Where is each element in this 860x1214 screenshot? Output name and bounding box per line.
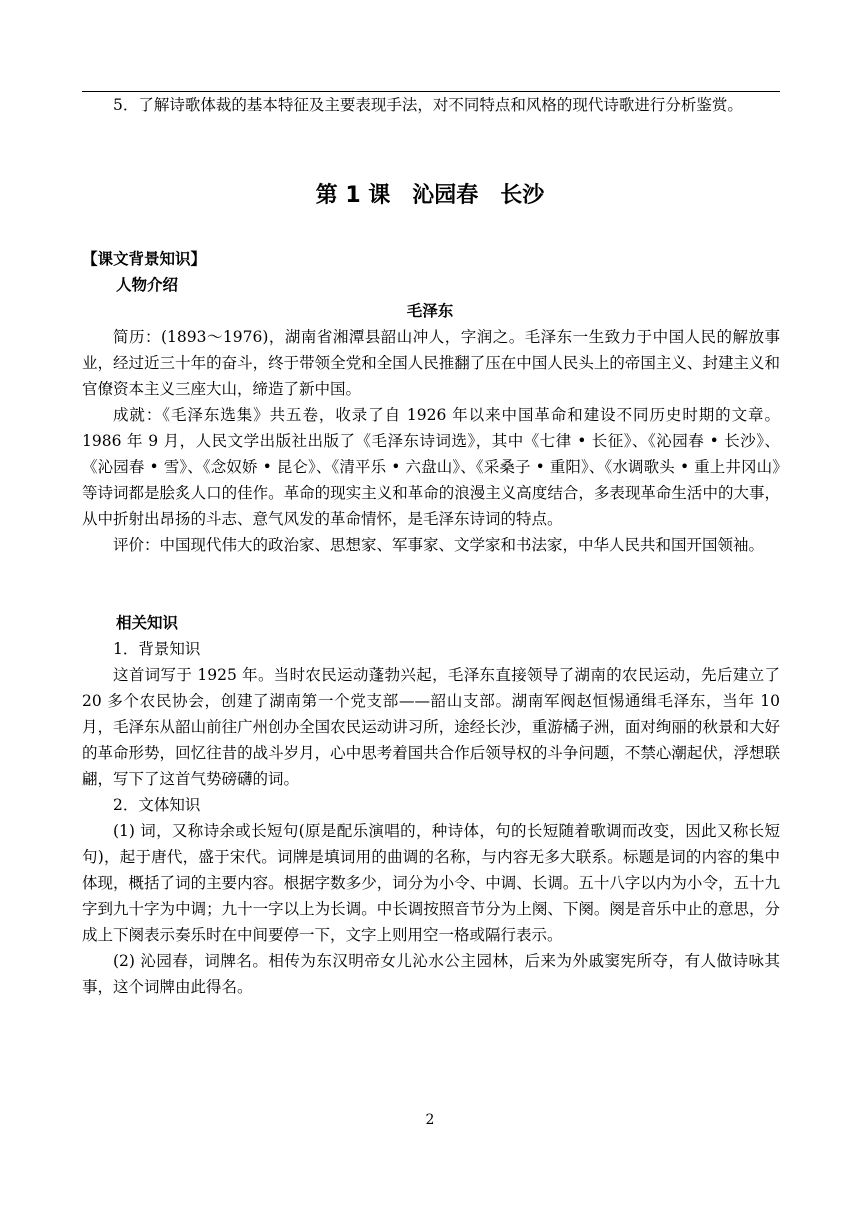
background-paragraph: 这首词写于 1925 年。当时农民运动蓬勃兴起，毛泽东直接领导了湖南的农民运动，先后建立了 20 多个农民协会，创建了湖南第一个党支部——韶山支部。湖南军阀赵恒惕通缉毛泽东，当年 10 月，毛泽东从韶山前往广州创办全国农民运动讲习所，途经长沙，重游橘子洲，面对绚丽的秋景和大好的革命形势，回忆往昔的战斗岁月，心中思考着国共合作后领导权的斗争问题，不禁心潮起伏，浮想联翩，写下了这首气势磅礴的词。	[82, 666, 780, 788]
background-heading: 1．背景知识	[113, 640, 201, 658]
person-intro-heading: 人物介绍	[116, 276, 179, 294]
related-knowledge-body	[82, 636, 780, 1000]
page-number: 2	[425, 1112, 435, 1128]
person-intro-body	[82, 324, 780, 558]
genre-heading: 2．文体知识	[113, 796, 201, 814]
achievement-paragraph: 成就：《毛泽东选集》共五卷，收录了自 1926 年以来中国革命和建设不同历史时期的文章。1986 年 9 月，人民文学出版社出版了《毛泽东诗词选》，其中《七律 • 长征》、《沁园春 • 长沙》、《沁园春 • 雪》、《念奴娇 • 昆仑》、《清平乐 • 六盘山》、《采桑子 • 重阳》、《水调歌头 • 重上井冈山》等诗词都是脍炙人口的佳作。革命的现实主义和革命的浪漫主义高度结合，多表现革命生活中的大事，从中折射出昂扬的斗志、意气风发的革命情怀，是毛泽东诗词的特点。	[82, 406, 780, 528]
person-name: 毛泽东	[406, 302, 454, 320]
objective-text: 5．了解诗歌体裁的基本特征及主要表现手法，对不同特点和风格的现代诗歌进行分析鉴赏。	[113, 96, 743, 114]
genre-item-1: (1) 词，又称诗余或长短句(原是配乐演唱的，种诗体，句的长短随着歌调而改变，因此又称长短句)，起于唐代，盛于宋代。词牌是填词用的曲调的名称，与内容无多大联系。标题是词的内容的集中体现，概括了词的主要内容。根据字数多少，词分为小令、中调、长调。五十八字以内为小令，五十九字到九十字为中调；九十一字以上为长调。中长调按照音节分为上阕、下阕。阕是音乐中止的意思，分成上下阕表示奏乐时在中间要停一下，文字上则用空一格或隔行表示。	[82, 822, 780, 944]
section-heading: 【课文背景知识】	[82, 250, 207, 268]
biography-paragraph: 简历：(1893～1976)，湖南省湘潭县韶山冲人，字润之。毛泽东一生致力于中国人民的解放事业，经过近三十年的奋斗，终于带领全党和全国人民推翻了压在中国人民头上的帝国主义、封建主义和官僚资本主义三座大山，缔造了新中国。	[82, 328, 780, 398]
related-knowledge-heading: 相关知识	[116, 614, 179, 632]
lesson-title: 第 1 课 沁园春 长沙	[315, 183, 545, 208]
genre-item-2: (2) 沁园春，词牌名。相传为东汉明帝女儿沁水公主园林，后来为外戚窦宪所夺，有人做诗咏其事，这个词牌由此得名。	[82, 952, 780, 996]
objective-item-5	[82, 92, 780, 118]
evaluation-paragraph: 评价：中国现代伟大的政治家、思想家、军事家、文学家和书法家，中华人民共和国开国领袖。	[113, 536, 765, 554]
